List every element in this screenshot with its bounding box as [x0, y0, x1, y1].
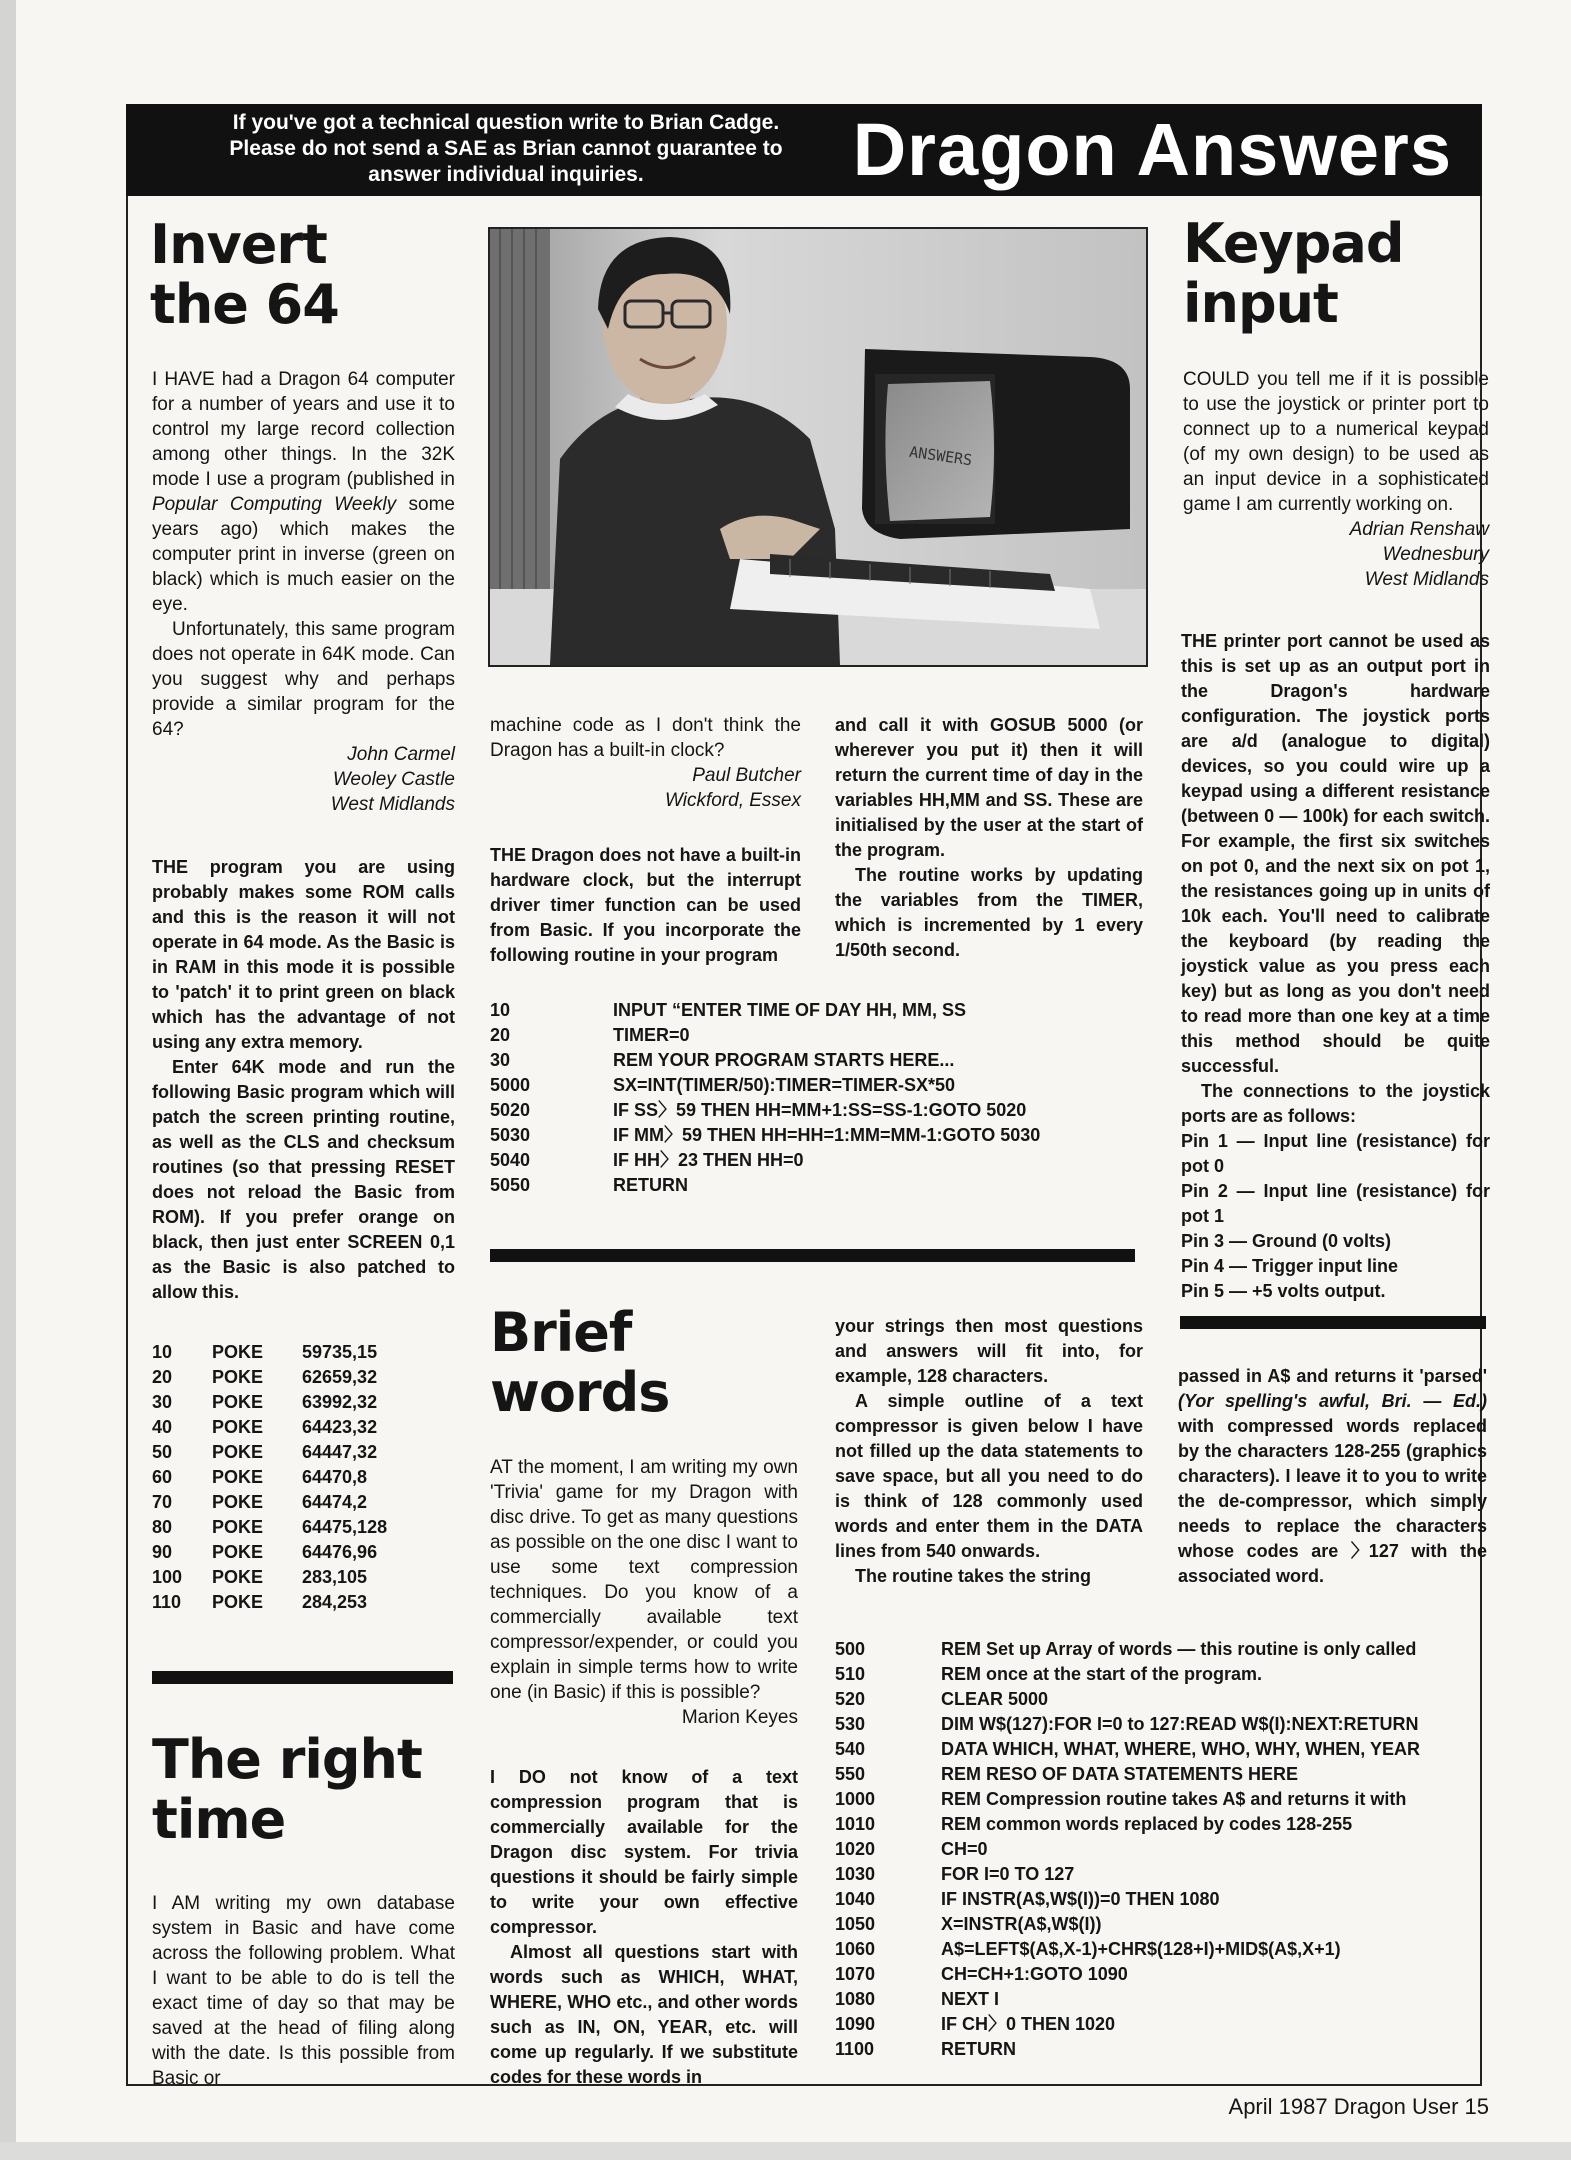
letter-signature: Paul Butcher Wickford, Essex [664, 765, 801, 811]
code-text: REM Set up Array of words — this routine is only called [941, 1639, 1417, 1659]
line-number: 5050 [490, 1175, 531, 1195]
line-number: 5000 [490, 1075, 531, 1095]
code-line [490, 1173, 1150, 1198]
code-line [152, 1540, 452, 1565]
code-line [835, 1787, 1485, 1812]
code-line [490, 1148, 1150, 1173]
article-title-invert: Invert the 64 [150, 213, 339, 336]
code-line [835, 1937, 1485, 1962]
line-number: 50 [152, 1442, 173, 1462]
pin-item: Pin 3 — Ground (0 volts) [1181, 1231, 1392, 1251]
code-text: CLEAR 5000 [941, 1689, 1049, 1709]
banner-note-line: Please do not send a SAE as Brian cannot guarantee to [229, 137, 783, 160]
code-line [152, 1390, 452, 1415]
line-number: 1090 [835, 2014, 876, 2034]
line-number: 1070 [835, 1964, 876, 1984]
letter-brief-words: AT the moment, I am writing my own 'Trivia' game for my Dragon with disc drive. To get as many questions as possible on the one disc I want to use some text compression techniques. Do you know of a commercially available text compressor/expender, or could you explain in simple terms how to write one (in Basic) if this is possible? Marion Keyes [490, 1457, 798, 1728]
line-number: 1040 [835, 1889, 876, 1909]
code-text: RETURN [613, 1175, 688, 1195]
code-text: POKE [212, 1442, 264, 1462]
line-number: 1000 [835, 1789, 876, 1809]
code-line [835, 1862, 1485, 1887]
code-line [152, 1415, 452, 1440]
code-text: POKE [212, 1517, 264, 1537]
line-number: 1100 [835, 2039, 875, 2059]
code-text: 64423,32 [302, 1417, 378, 1437]
code-text: 63992,32 [302, 1392, 378, 1412]
code-text: 64447,32 [302, 1442, 378, 1462]
code-line [835, 1662, 1485, 1687]
photo-brian-cadge [488, 227, 1148, 667]
code-text: 64476,96 [302, 1542, 378, 1562]
letter-keypad: COULD you tell me if it is possible to use the joystick or printer port to connect up to a numerical keypad (of my own design) to be used as an input device in a sophisticated game I am currently working on. Adrian Renshaw Wednesbury West Midlands [1183, 369, 1489, 590]
pin-item: Pin 5 — +5 volts output. [1181, 1281, 1386, 1301]
code-line [152, 1340, 452, 1365]
code-line [490, 1098, 1150, 1123]
answer-paragraph: THE program you are using probably makes some ROM calls and this is the reason it will not operate in 64 mode. As the Basic is in RAM in this mode it is possible to 'patch' it to print green on black which has the advantage of not using any extra memory. [152, 857, 455, 1052]
code-line [835, 1962, 1485, 1987]
letter-invert [152, 367, 455, 817]
pin-item: Pin 4 — Trigger input line [1181, 1256, 1399, 1276]
letter-paragraph: Unfortunately, this same program does not operate in 64K mode. Can you suggest why and perhaps provide a similar program for the 64? [152, 619, 455, 740]
line-number: 5040 [490, 1150, 531, 1170]
answer-invert [152, 855, 455, 1305]
code-text: 284,253 [302, 1592, 368, 1612]
page-edge-shadow [0, 0, 16, 2160]
code-line [835, 2012, 1485, 2037]
page-footer: April 1987 Dragon User 15 [1228, 2094, 1489, 2119]
line-number: 70 [152, 1492, 173, 1512]
code-line [835, 1887, 1485, 1912]
line-number: 10 [152, 1342, 173, 1362]
section-divider [1180, 1316, 1486, 1329]
line-number: 1050 [835, 1914, 876, 1934]
letter-signature: Marion Keyes [681, 1707, 798, 1728]
code-line [835, 1712, 1485, 1737]
line-number: 1030 [835, 1864, 876, 1884]
letter-signature: Adrian Renshaw Wednesbury West Midlands [1349, 519, 1489, 590]
answer-brief-words-part1: I DO not know of a text compression program that is commercially available for the Dragon disc system. For trivia questions it should be fairly simple to write your own effective compressor. Almost all questions start with words such as WHICH, WHAT, WHERE, WHO etc., and other words such as IN, ON, YEAR, etc. will come up regularly. If we substitute codes for these words in [490, 1767, 798, 2087]
article-title-brief-words: Brief words [490, 1301, 670, 1424]
page-bottom-shadow [0, 2142, 1571, 2160]
code-listing-poke [152, 1340, 452, 1615]
code-line [152, 1490, 452, 1515]
answer-brief-words-part2: your strings then most questions and answers will fit into, for example, 128 characters. A simple outline of a text compressor is given below I have not filled up the data statements to save space, but all you need to do is think of 128 commonly used words and enter them in the DATA lines from 540 onwards. The routine takes the string [835, 1316, 1143, 1586]
section-divider [490, 1249, 1135, 1262]
line-number: 80 [152, 1517, 173, 1537]
letter-signature: John Carmel Weoley Castle West Midlands [330, 744, 455, 815]
code-line [835, 1762, 1485, 1787]
code-text: REM common words replaced by codes 128-255 [941, 1814, 1353, 1834]
code-text: CH=0 [941, 1839, 988, 1859]
section-divider [152, 1671, 453, 1684]
code-line [490, 998, 1150, 1023]
letter-right-time-part1: I AM writing my own database system in Basic and have come across the following problem. What I want to be able to do is tell the exact time of day so that may be saved at the head of filing along with the date. Is this possible from Basic or [152, 1893, 455, 2089]
screen-text: ANSWERS [908, 442, 974, 470]
line-number: 1010 [835, 1814, 876, 1834]
code-line [835, 2037, 1485, 2062]
code-text: POKE [212, 1492, 264, 1512]
code-line [490, 1023, 1150, 1048]
code-text: 64475,128 [302, 1517, 388, 1537]
answer-paragraph: Enter 64K mode and run the following Basic program which will patch the screen printing routine, as well as the CLS and checksum routines (so that pressing RESET does not reload the Basic from ROM). If you prefer orange on black, then just enter SCREEN 0,1 as the Basic is also patched to allow this. [152, 1057, 455, 1302]
line-number: 60 [152, 1467, 173, 1487]
code-line [152, 1565, 452, 1590]
line-number: 20 [152, 1367, 173, 1387]
code-text: POKE [212, 1467, 264, 1487]
code-text: IF MM〉59 THEN HH=HH=1:MM=MM-1:GOTO 5030 [613, 1125, 1041, 1145]
code-text: REM Compression routine takes A$ and returns it with [941, 1789, 1407, 1809]
code-text: 59735,15 [302, 1342, 378, 1362]
line-number: 1020 [835, 1839, 876, 1859]
line-number: 520 [835, 1689, 866, 1709]
line-number: 500 [835, 1639, 866, 1659]
code-text: REM once at the start of the program. [941, 1664, 1263, 1684]
code-line [152, 1515, 452, 1540]
line-number: 530 [835, 1714, 866, 1734]
code-text: TIMER=0 [613, 1025, 690, 1045]
photo-illustration [490, 229, 1146, 665]
line-number: 30 [152, 1392, 173, 1412]
answer-keypad: THE printer port cannot be used as this is set up as an output port in the Dragon's hardware configuration. The joystick ports are a/d (analogue to digital) devices, so you could wire up a keypad using a different resistance (between 0 — 100k) for each switch. For example, the first six switches on pot 0, and the next six on pot 1, the resistances going up in units of 10k each. You'll need to calibrate the keyboard (by reading the joystick value as you press each key) but as long as you don't need to read more than one key at a time this method should be quite successful. The connections to the joystick ports are as follows: Pin 1 — Input line (resistance) for pot 0 Pin 2 — Input line (resistance) for pot 1 Pin 3 — Ground (0 volts) Pin 4 — Trigger input line Pin 5 — +5 volts output. [1181, 629, 1490, 1304]
code-text: POKE [212, 1342, 264, 1362]
code-text: FOR I=0 TO 127 [941, 1864, 1075, 1884]
code-text: 64474,2 [302, 1492, 368, 1512]
code-text: REM YOUR PROGRAM STARTS HERE... [613, 1050, 955, 1070]
code-line [152, 1365, 452, 1390]
code-text: POKE [212, 1592, 264, 1612]
banner-note [186, 110, 826, 188]
code-line [835, 1812, 1485, 1837]
code-listing-timer [490, 998, 1150, 1198]
pin-list [1181, 1129, 1490, 1304]
code-listing-compressor [835, 1637, 1485, 2062]
line-number: 1060 [835, 1939, 876, 1959]
code-text: 283,105 [302, 1567, 368, 1587]
code-text: REM RESO OF DATA STATEMENTS HERE [941, 1764, 1299, 1784]
line-number: 100 [152, 1567, 183, 1587]
line-number: 90 [152, 1542, 173, 1562]
header-banner [126, 104, 1482, 196]
letter-paragraph: I HAVE had a Dragon 64 computer for a number of years and use it to control my large record collection among other things. In the 32K mode I use a program (published in Popular Computing Weekly some years ago) which makes the computer print in inverse (green on black) which is much easier on the eye. [152, 369, 455, 615]
code-line [835, 1912, 1485, 1937]
letter-right-time-part2: machine code as I don't think the Dragon has a built-in clock? Paul Butcher Wickford, Essex [490, 715, 801, 811]
section-title: Dragon Answers [852, 108, 1452, 191]
pin-item: Pin 2 — Input line (resistance) for pot 1 [1181, 1181, 1490, 1226]
line-number: 510 [835, 1664, 866, 1684]
pin-item: Pin 1 — Input line (resistance) for pot 0 [1181, 1131, 1490, 1176]
code-text: POKE [212, 1367, 264, 1387]
banner-note-line: If you've got a technical question write to Brian Cadge. [232, 111, 780, 134]
answer-right-time-part2: and call it with GOSUB 5000 (or wherever you put it) then it will return the current time of day in the variables HH,MM and SS. These are initialised by the user at the start of the program. The routine works by updating the variables from the TIMER, which is incremented by 1 every 1/50th second. [835, 715, 1143, 960]
code-line [835, 1987, 1485, 2012]
code-text: POKE [212, 1567, 264, 1587]
code-text: A$=LEFT$(A$,X-1)+CHR$(128+I)+MID$(A$,X+1) [941, 1939, 1341, 1959]
code-line [152, 1465, 452, 1490]
code-line [835, 1637, 1485, 1662]
line-number: 5030 [490, 1125, 531, 1145]
code-line [490, 1123, 1150, 1148]
code-text: 64470,8 [302, 1467, 368, 1487]
code-text: SX=INT(TIMER/50):TIMER=TIMER-SX*50 [613, 1075, 956, 1095]
line-number: 550 [835, 1764, 866, 1784]
banner-note-line: answer individual inquiries. [368, 163, 644, 186]
code-line [152, 1590, 452, 1615]
code-text: POKE [212, 1542, 264, 1562]
line-number: 5020 [490, 1100, 531, 1120]
code-line [835, 1737, 1485, 1762]
code-text: IF HH〉23 THEN HH=0 [613, 1150, 804, 1170]
article-title-right-time: The right time [152, 1728, 422, 1851]
code-text: DATA WHICH, WHAT, WHERE, WHO, WHY, WHEN, YEAR [941, 1739, 1420, 1759]
code-line [490, 1048, 1150, 1073]
line-number: 540 [835, 1739, 866, 1759]
code-text: X=INSTR(A$,W$(I)) [941, 1914, 1102, 1934]
code-text: DIM W$(127):FOR I=0 to 127:READ W$(I):NEXT:RETURN [941, 1714, 1419, 1734]
code-text: IF CH〉0 THEN 1020 [941, 2014, 1116, 2034]
code-line [835, 1837, 1485, 1862]
line-number: 1080 [835, 1989, 876, 2009]
code-text: POKE [212, 1417, 264, 1437]
line-number: 10 [490, 1000, 511, 1020]
line-number: 30 [490, 1050, 511, 1070]
code-line [835, 1687, 1485, 1712]
code-line [152, 1440, 452, 1465]
answer-brief-words-part3: passed in A$ and returns it 'parsed' (Yor spelling's awful, Bri. — Ed.) with compressed words replaced by the characters 128-255 (graphics characters). I leave it to you to write the de-compressor, which simply needs to replace the characters whose codes are 〉127 with the associated word. [1178, 1366, 1487, 1586]
code-text: CH=CH+1:GOTO 1090 [941, 1964, 1128, 1984]
line-number: 40 [152, 1417, 173, 1437]
code-text: INPUT “ENTER TIME OF DAY HH, MM, SS [613, 1000, 967, 1020]
line-number: 110 [152, 1592, 182, 1612]
article-title-keypad: Keypad input [1183, 212, 1404, 335]
code-text: POKE [212, 1392, 264, 1412]
code-line [490, 1073, 1150, 1098]
code-text: IF SS〉59 THEN HH=MM+1:SS=SS-1:GOTO 5020 [613, 1100, 1027, 1120]
code-text: 62659,32 [302, 1367, 378, 1387]
line-number: 20 [490, 1025, 511, 1045]
code-text: RETURN [941, 2039, 1016, 2059]
answer-right-time-part1: THE Dragon does not have a built-in hardware clock, but the interrupt driver timer function can be used from Basic. If you incorporate the following routine in your program [490, 845, 801, 965]
code-text: IF INSTR(A$,W$(I))=0 THEN 1080 [941, 1889, 1220, 1909]
code-text: NEXT I [941, 1989, 1000, 2009]
